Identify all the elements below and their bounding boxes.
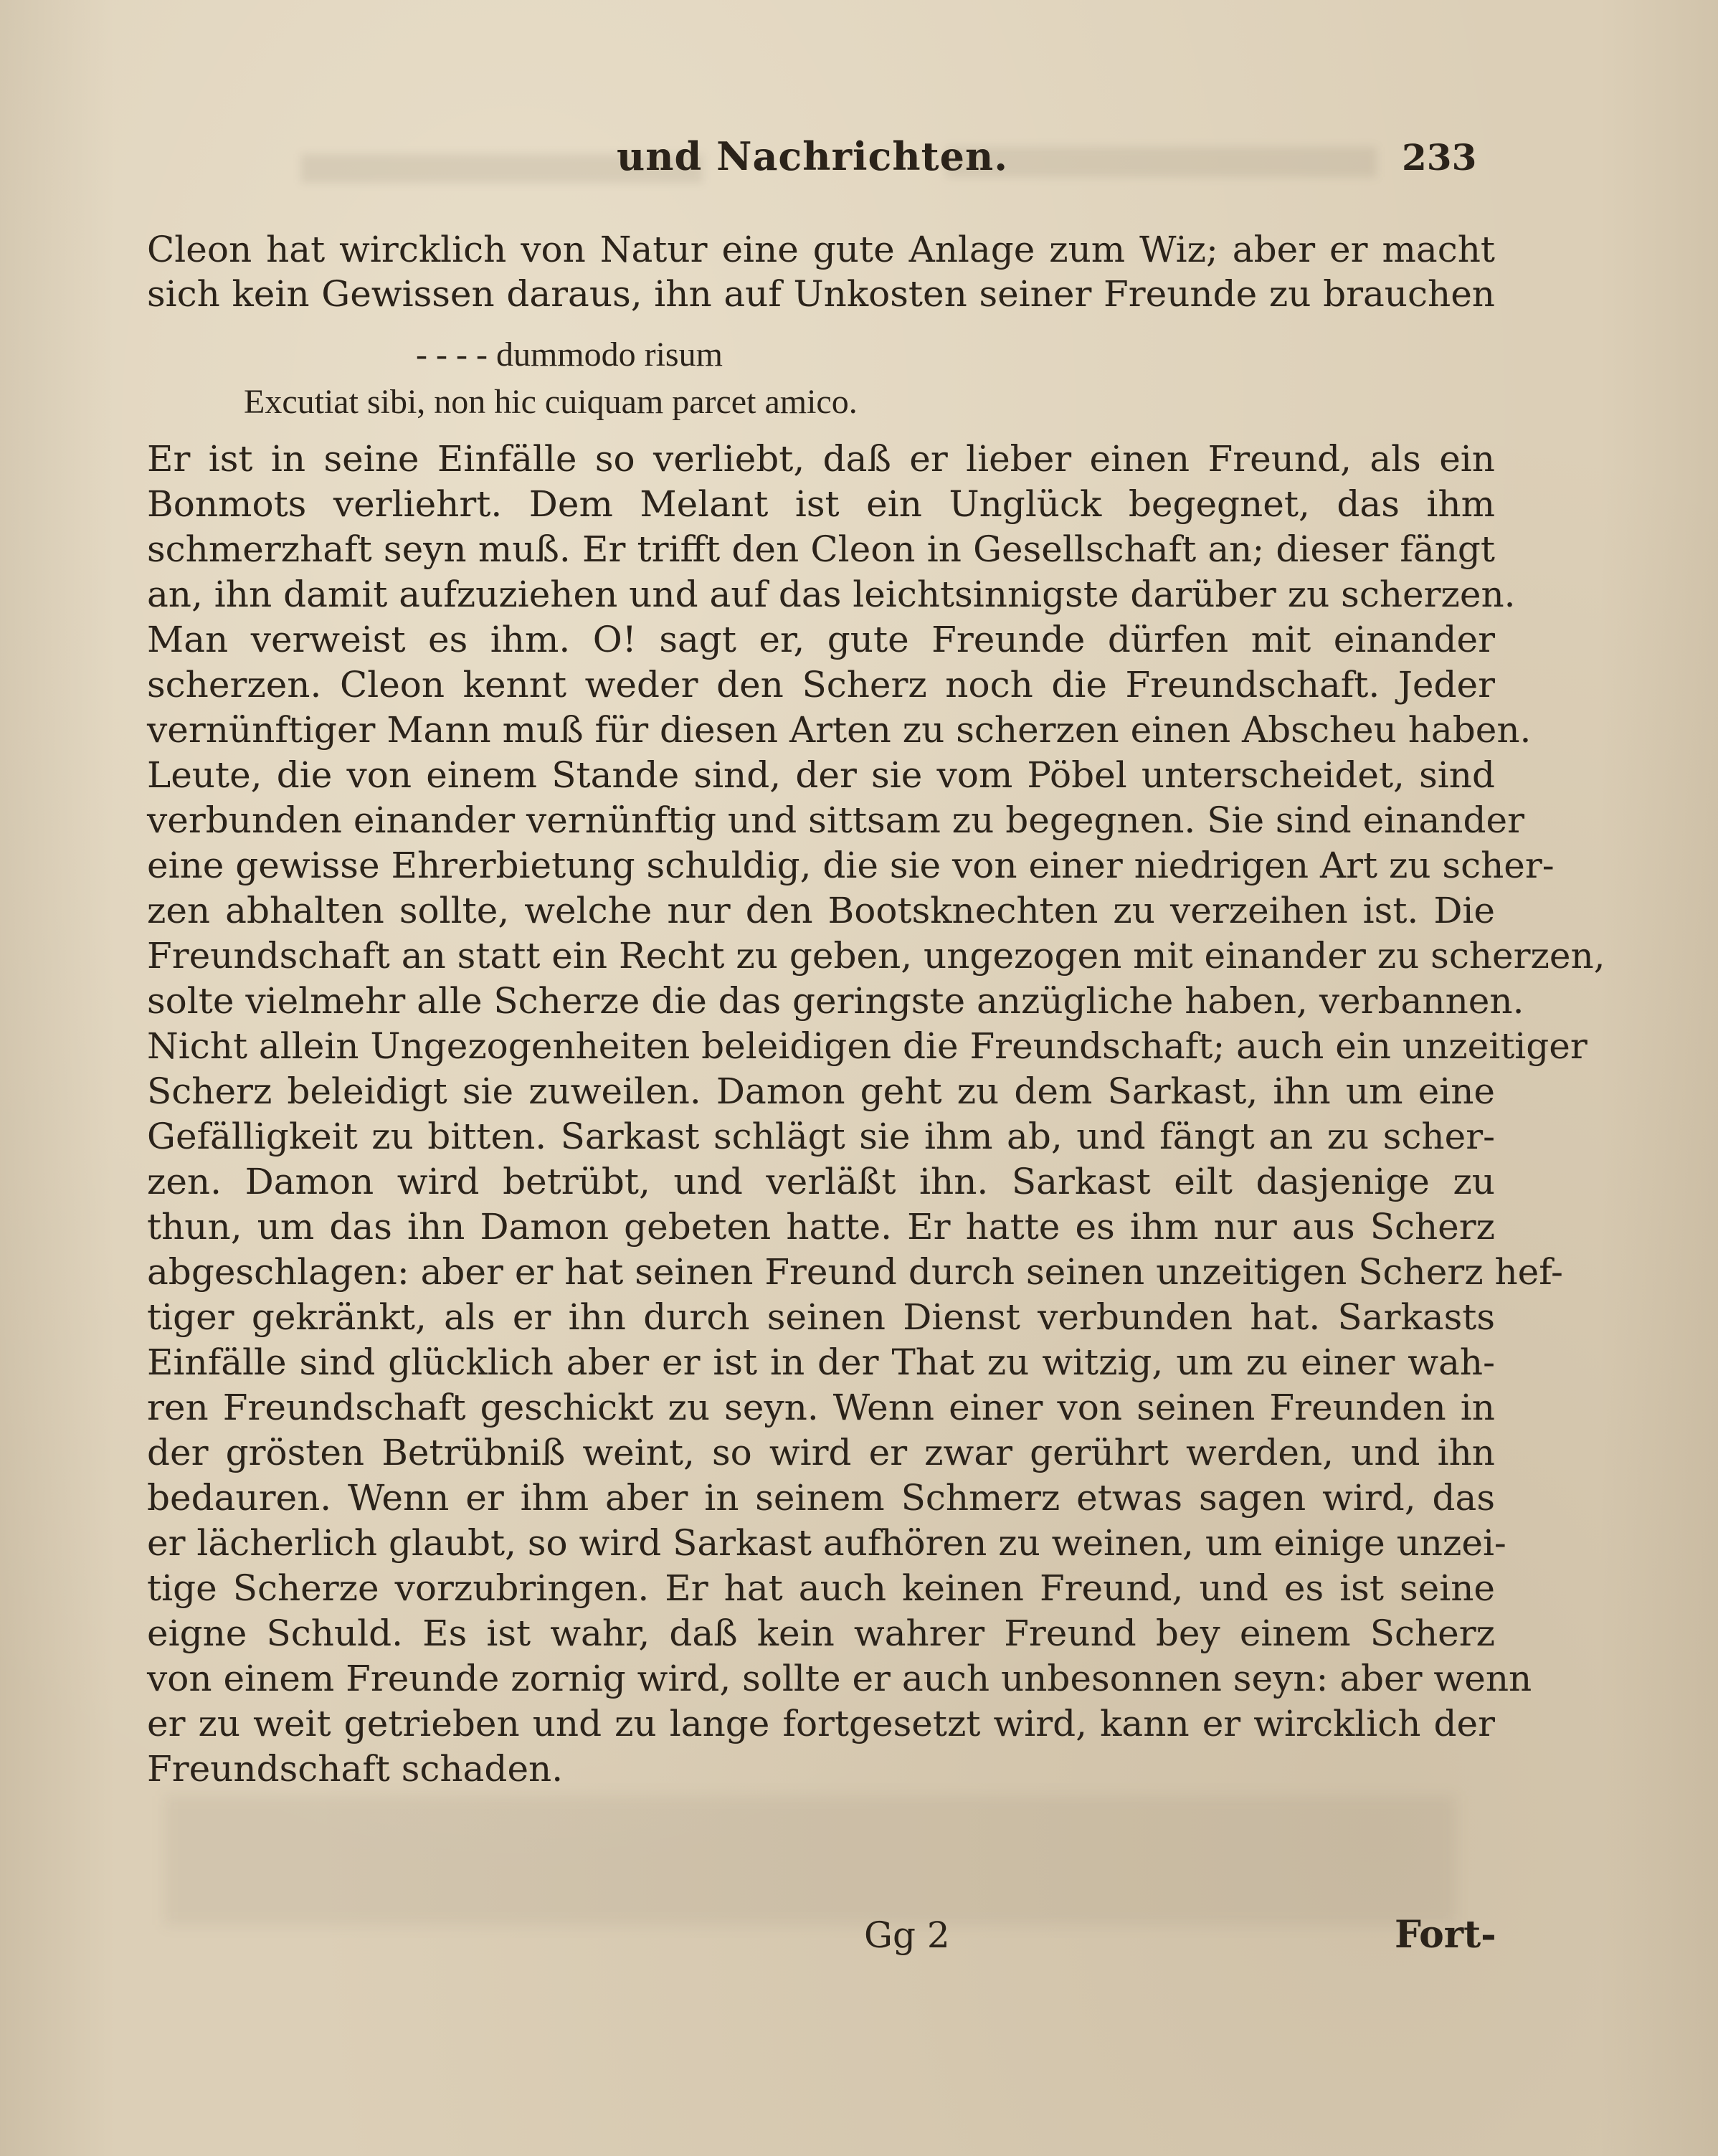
body-line: tige Scherze vorzubringen. Er hat auch keinen Freund, und es ist seine: [147, 1567, 1495, 1609]
body-line: eigne Schuld. Es ist wahr, daß kein wahrer Freund bey einem Scherz: [147, 1613, 1495, 1654]
body-line: ren Freundschaft geschickt zu seyn. Wenn einer von seinen Freunden in: [147, 1387, 1495, 1428]
body-line: solte vielmehr alle Scherze die das geringste anzügliche haben, verbannen.: [147, 980, 1524, 1022]
body-line: zen abhalten sollte, welche nur den Bootsknechten zu verzeihen ist. Die: [147, 890, 1495, 931]
body-line: vernünftiger Mann muß für diesen Arten zu scherzen einen Abscheu haben.: [147, 709, 1532, 751]
body-line: er lächerlich glaubt, so wird Sarkast aufhören zu weinen, um einige unzei-: [147, 1522, 1506, 1564]
body-line: an, ihn damit aufzuziehen und auf das leichtsinnigste darüber zu scherzen.: [147, 574, 1516, 615]
show-through-shadow: [946, 147, 1377, 177]
body-line: Freundschaft schaden.: [147, 1748, 564, 1790]
body-line: Bonmots verliehrt. Dem Melant ist ein Unglück begegnet, das ihm: [147, 483, 1495, 525]
body-line: Einfälle sind glücklich aber er ist in der That zu witzig, um zu einer wah-: [147, 1341, 1495, 1383]
running-head: und Nachrichten.: [617, 133, 1009, 179]
intro-line: Cleon hat wircklich von Natur eine gute Anlage zum Wiz; aber er macht: [147, 229, 1495, 270]
body-line: abgeschlagen: aber er hat seinen Freund durch seinen unzeitigen Scherz hef-: [147, 1251, 1563, 1293]
signature-mark: Gg 2: [864, 1914, 950, 1956]
body-line: schmerzhaft seyn muß. Er trifft den Cleon in Gesellschaft an; dieser fängt: [147, 528, 1495, 570]
body-line: Freundschaft an statt ein Recht zu geben, ungezogen mit einander zu scherzen,: [147, 935, 1605, 977]
body-line: eine gewisse Ehrerbietung schuldig, die sie von einer niedrigen Art zu scher-: [147, 845, 1555, 886]
body-line: er zu weit getrieben und zu lange fortgesetzt wird, kann er wircklich der: [147, 1703, 1495, 1744]
body-line: zen. Damon wird betrübt, und verläßt ihn. Sarkast eilt dasjenige zu: [147, 1161, 1495, 1202]
body-line: Man verweist es ihm. O! sagt er, gute Freunde dürfen mit einander: [147, 619, 1495, 660]
body-line: von einem Freunde zornig wird, sollte er auch unbesonnen seyn: aber wenn: [147, 1658, 1532, 1699]
body-line: der grösten Betrübniß weint, so wird er zwar gerührt werden, und ihn: [147, 1432, 1495, 1473]
show-through-shadow: [165, 1796, 1456, 1925]
body-line: Gefälligkeit zu bitten. Sarkast schlägt sie ihm ab, und fängt an zu scher-: [147, 1116, 1495, 1157]
intro-line: sich kein Gewissen daraus, ihn auf Unkosten seiner Freunde zu brauchen: [147, 273, 1495, 315]
body-line: bedauren. Wenn er ihm aber in seinem Schmerz etwas sagen wird, das: [147, 1477, 1495, 1519]
body-line: verbunden einander vernünftig und sittsam zu begegnen. Sie sind einander: [147, 799, 1524, 841]
latin-quote-line: - - - - dummodo risum: [416, 336, 723, 374]
body-line: Er ist in seine Einfälle so verliebt, daß er lieber einen Freund, als ein: [147, 438, 1495, 480]
body-line: Scherz beleidigt sie zuweilen. Damon geht zu dem Sarkast, ihn um eine: [147, 1070, 1495, 1112]
latin-quote-line: Excutiat sibi, non hic cuiquam parcet amico.: [244, 383, 858, 421]
body-line: Leute, die von einem Stande sind, der sie vom Pöbel unterscheidet, sind: [147, 754, 1495, 796]
body-line: tiger gekränkt, als er ihn durch seinen Dienst verbunden hat. Sarkasts: [147, 1296, 1495, 1338]
body-line: thun, um das ihn Damon gebeten hatte. Er hatte es ihm nur aus Scherz: [147, 1206, 1495, 1248]
page-number: 233: [1402, 136, 1477, 179]
catchword: Fort-: [1395, 1913, 1496, 1957]
body-line: Nicht allein Ungezogenheiten beleidigen die Freundschaft; auch ein unzeitiger: [147, 1025, 1588, 1067]
body-line: scherzen. Cleon kennt weder den Scherz noch die Freundschaft. Jeder: [147, 664, 1495, 706]
